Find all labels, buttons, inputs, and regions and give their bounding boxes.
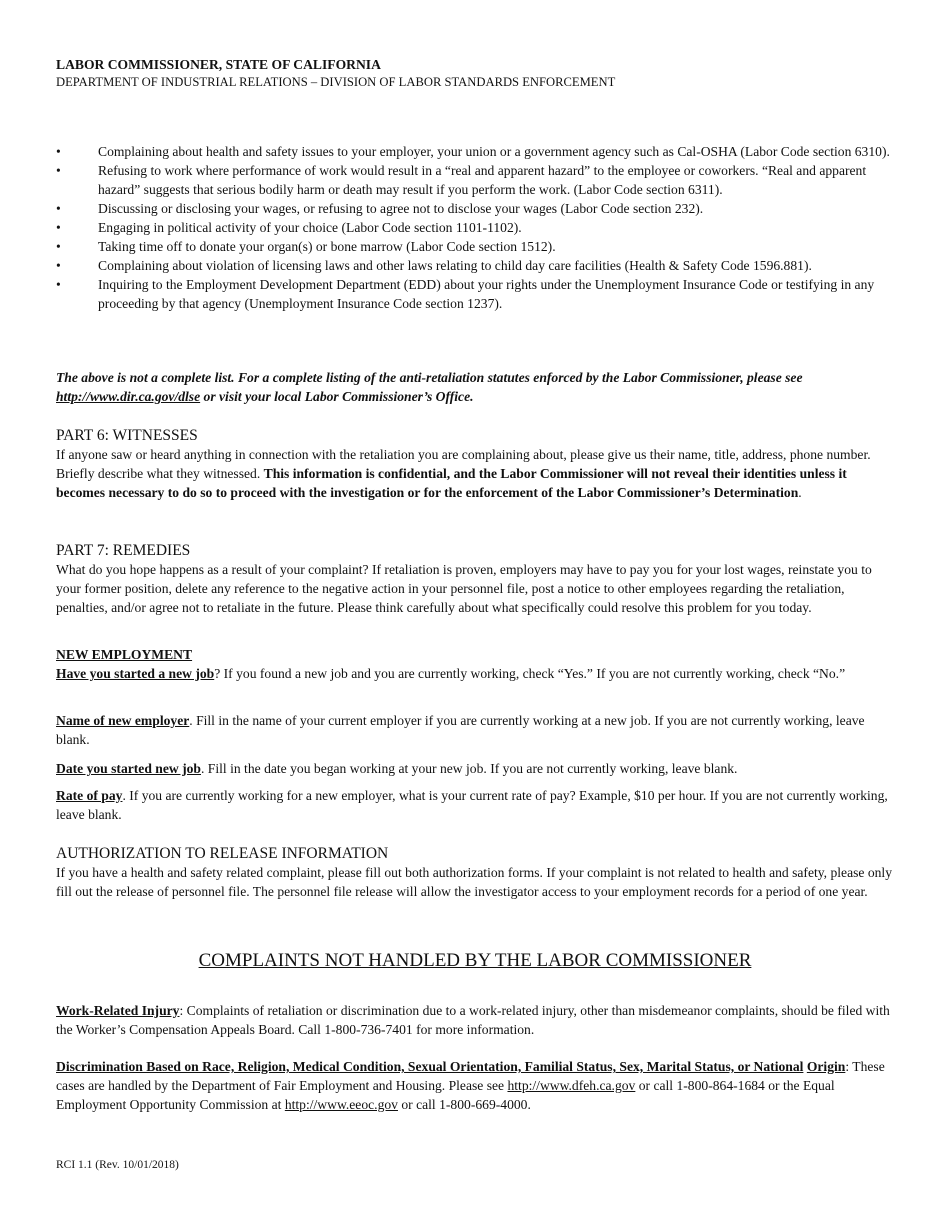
start-date-label: Date you started new job: [56, 761, 201, 776]
new-employer-question: [56, 711, 896, 749]
list-item: [56, 256, 896, 275]
header-subtitle: DEPARTMENT OF INDUSTRIAL RELATIONS – DIVISION OF LABOR STANDARDS ENFORCEMENT: [56, 75, 616, 89]
statutes-note: [56, 368, 896, 406]
part7-body: What do you hope happens as a result of your complaint? If retaliation is proven, employers may have to pay you for your lost wages, reinstate you to your former position, delete any reference to the negative action in your personnel file, post a notice to other employees regarding the retaliation, penalties, and/or agree not to retaliate in the future. Please think carefully about what specifically could resolve this problem for you today.: [56, 562, 872, 615]
dfeh-link[interactable]: http://www.dfeh.ca.gov: [507, 1078, 636, 1093]
part7-heading: PART 7: REMEDIES: [56, 542, 191, 559]
work-injury-label: Work-Related Injury: [56, 1003, 180, 1018]
discrimination-paragraph: [56, 1057, 896, 1114]
list-item: [56, 142, 896, 161]
list-item: [56, 237, 896, 256]
form-revision-footer: RCI 1.1 (Rev. 10/01/2018): [56, 1159, 179, 1171]
bullet-icon: •: [56, 258, 61, 273]
list-item-text: Discussing or disclosing your wages, or refusing to agree not to disclose your wages (Labor Code section 232).: [98, 201, 704, 216]
dlse-link[interactable]: http://www.dir.ca.gov/dlse: [56, 389, 201, 404]
rate-of-pay-text: . If you are currently working for a new employer, what is your current rate of pay? Example, $10 per hour. If you are not currently working, leave blank.: [56, 788, 888, 822]
bullet-icon: •: [56, 277, 61, 292]
part6-heading: PART 6: WITNESSES: [56, 427, 198, 444]
discrimination-label: Discrimination Based on Race, Religion, Medical Condition, Sexual Orientation, Familial Status, Sex, Marital Status, or National: [56, 1059, 804, 1074]
new-employer-label: Name of new employer: [56, 713, 190, 728]
list-item: [56, 275, 896, 313]
discrimination-text-3: or call 1-800-669-4000.: [397, 1097, 531, 1112]
bullet-icon: •: [56, 220, 61, 235]
discrimination-text: : These cases are handled by the Department of Fair Employment and Housing. Please see: [56, 1059, 885, 1093]
authorization-heading: AUTHORIZATION TO RELEASE INFORMATION: [56, 845, 389, 862]
rate-of-pay-label: Rate of pay: [56, 788, 123, 803]
not-handled-title: COMPLAINTS NOT HANDLED BY THE LABOR COMMISSIONER: [198, 950, 752, 971]
header-title: LABOR COMMISSIONER, STATE OF CALIFORNIA: [56, 57, 381, 72]
bullet-icon: •: [56, 201, 61, 216]
new-employer-text: . Fill in the name of your current employer if you are currently working at a new job. If you are not currently working, leave blank.: [56, 713, 865, 747]
list-item: [56, 218, 896, 237]
list-item: [56, 199, 896, 218]
list-item-text: Complaining about violation of licensing laws and other laws relating to child day care facilities (Health & Safety Code 1596.881).: [98, 258, 812, 273]
eeoc-link[interactable]: http://www.eeoc.gov: [284, 1097, 398, 1112]
bullet-icon: •: [56, 163, 61, 178]
work-injury-paragraph: [56, 1001, 896, 1039]
work-injury-text: : Complaints of retaliation or discrimination due to a work-related injury, other than misdemeanor complaints, should be filed with the Worker’s Compensation Appeals Board. Call 1-800-736-7401 for more information.: [56, 1003, 890, 1037]
page-header: [56, 56, 615, 91]
part6-body: [56, 445, 896, 502]
part6-end: .: [798, 485, 802, 500]
note-text-end: or visit your local Labor Commissioner’s Office.: [200, 389, 474, 404]
list-item-text: Inquiring to the Employment Development Department (EDD) about your rights under the Unemployment Insurance Code or testifying in any proceeding by that agency (Unemployment Insurance Code section 1237).: [98, 277, 875, 311]
discrimination-text-2: or call 1-800-864-1684 or the Equal Employment Opportunity Commission at: [56, 1078, 835, 1112]
list-item: [56, 161, 896, 199]
rate-of-pay-question: [56, 786, 896, 824]
part6-text: If anyone saw or heard anything in connection with the retaliation you are complaining about, please give us their name, title, address, phone number. Briefly describe what they witnessed.: [56, 447, 871, 481]
retaliation-activity-list: [56, 142, 896, 313]
new-employment-heading: NEW EMPLOYMENT: [56, 647, 193, 662]
part6-confidential-text: This information is confidential, and the Labor Commissioner will not reveal their identities unless it becomes necessary to do so to proceed with the investigation or for the enforcement of the Labor Commissioner’s Determination: [56, 466, 847, 500]
start-date-question: [56, 759, 896, 778]
bullet-icon: •: [56, 144, 61, 159]
new-job-label: Have you started a new job: [56, 666, 215, 681]
note-text: The above is not a complete list. For a complete listing of the anti-retaliation statutes enforced by the Labor Commissioner, please see: [56, 370, 803, 385]
discrimination-label-end: Origin: [806, 1059, 846, 1074]
list-item-text: Complaining about health and safety issues to your employer, your union or a government agency such as Cal-OSHA (Labor Code section 6310).: [98, 144, 890, 159]
start-date-text: . Fill in the date you began working at your new job. If you are not currently working, leave blank.: [201, 761, 738, 776]
list-item-text: Taking time off to donate your organ(s) or bone marrow (Labor Code section 1512).: [98, 239, 556, 254]
new-job-text: ? If you found a new job and you are currently working, check “Yes.” If you are not currently working, check “No.”: [214, 666, 846, 681]
new-job-question: [56, 664, 896, 683]
authorization-body: If you have a health and safety related complaint, please fill out both authorization forms. If your complaint is not related to health and safety, please only fill out the release of personnel file. The personnel file release will allow the investigator access to your employment records for a period of one year.: [56, 865, 892, 899]
list-item-text: Refusing to work where performance of work would result in a “real and apparent hazard” to the employee or coworkers. “Real and apparent hazard” suggests that serious bodily harm or death may result if you perform the work. (Labor Code section 6311).: [98, 163, 867, 197]
bullet-icon: •: [56, 239, 61, 254]
list-item-text: Engaging in political activity of your choice (Labor Code section 1101-1102).: [98, 220, 522, 235]
